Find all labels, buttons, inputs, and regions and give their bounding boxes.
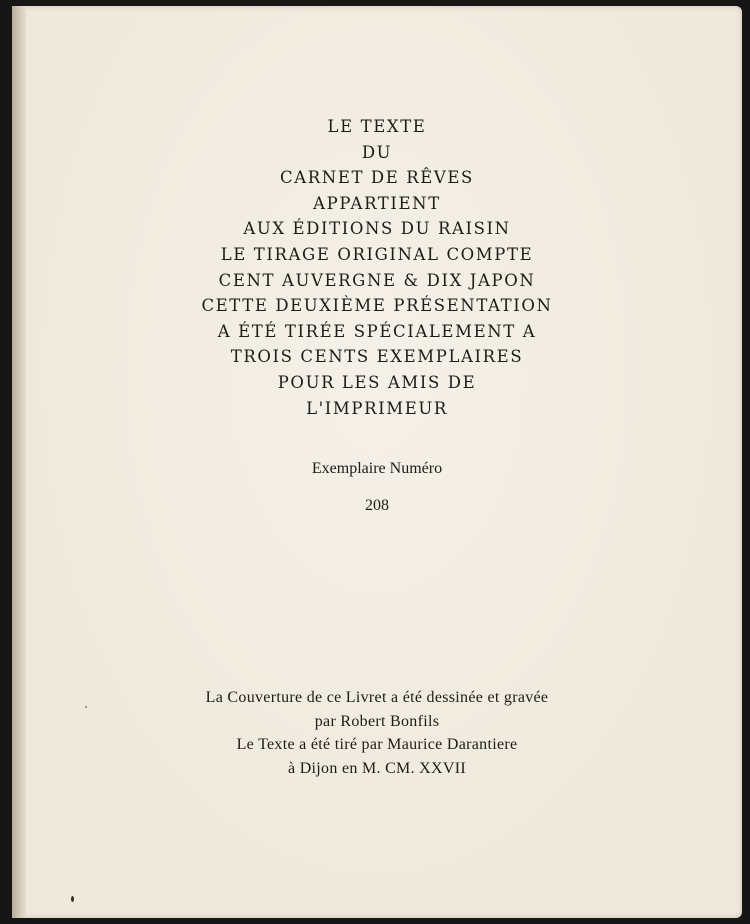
colophon-block: [12, 114, 742, 421]
colophon-line: TROIS CENTS EXEMPLAIRES: [230, 347, 524, 367]
imprint-block: [12, 686, 742, 780]
colophon-line: A ÉTÉ TIRÉE SPÉCIALEMENT A: [217, 321, 537, 341]
colophon-line: DU: [361, 142, 393, 162]
copy-number-label: Exemplaire Numéro: [311, 460, 443, 477]
imprint-line: Le Texte a été tiré par Maurice Darantiere: [236, 736, 518, 754]
copy-number-value: 208: [365, 497, 389, 514]
paper-speck: [71, 896, 74, 902]
paper-speck: [85, 706, 87, 708]
colophon-line: L'IMPRIMEUR: [306, 398, 448, 418]
colophon-line: AUX ÉDITIONS DU RAISIN: [243, 219, 511, 239]
colophon-line: LE TIRAGE ORIGINAL COMPTE: [220, 244, 534, 264]
imprint-line: La Couverture de ce Livret a été dessinée et gravée: [205, 689, 549, 706]
colophon-line: CENT AUVERGNE & DIX JAPON: [218, 270, 536, 290]
colophon-line: CETTE DEUXIÈME PRÉSENTATION: [201, 296, 553, 316]
colophon-line: LE TEXTE: [327, 117, 427, 136]
book-page: [12, 6, 742, 918]
colophon-line: APPARTIENT: [313, 193, 441, 213]
colophon-line: POUR LES AMIS DE: [277, 372, 477, 392]
colophon-line: CARNET DE RÊVES: [280, 168, 474, 188]
imprint-line: à Dijon en M. CM. XXVII: [288, 759, 466, 777]
imprint-line: par Robert Bonfils: [314, 712, 440, 730]
